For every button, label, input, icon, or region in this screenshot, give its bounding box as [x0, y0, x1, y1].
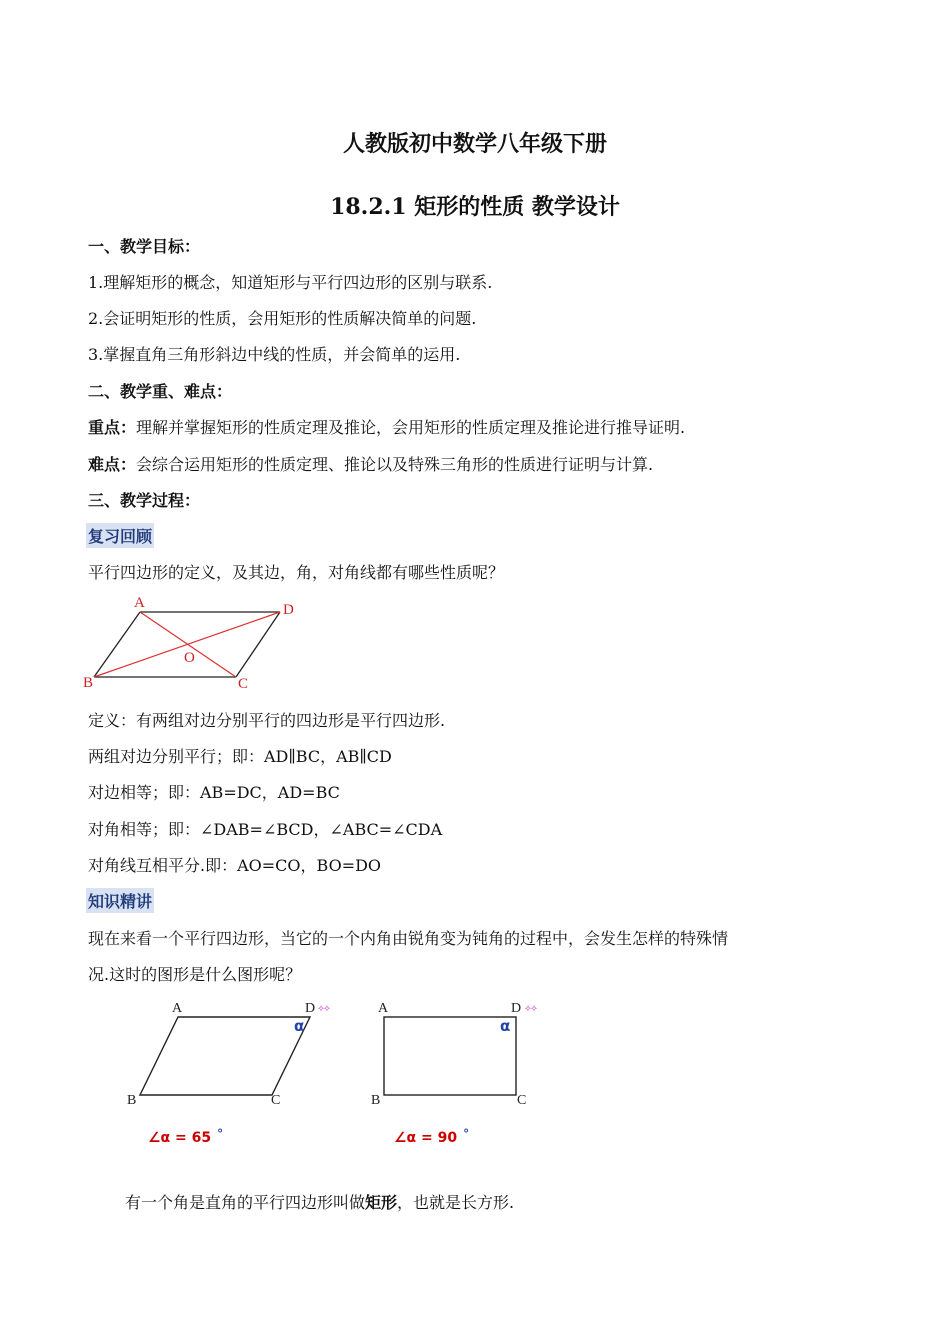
property-angles: 对角相等；即：∠DAB=∠BCD，∠ABC=∠CDA: [88, 820, 443, 839]
angle-caption-65: [148, 1127, 224, 1146]
review-tag: 复习回顾: [86, 523, 154, 548]
edge-ab: [94, 612, 140, 677]
angle-caption-65-text: ∠α = 65: [148, 1130, 212, 1146]
svg-text:B: B: [127, 1093, 137, 1108]
knowledge-text-1: 现在来看一个平行四边形，当它的一个内角由锐角变为钝角的过程中，会发生怎样的特殊情: [88, 929, 729, 948]
key-point-label: 重点：: [88, 418, 137, 437]
property-diagonals: 对角线互相平分.即：AO=CO，BO=DO: [88, 856, 382, 875]
review-question: 平行四边形的定义，及其边，角，对角线都有哪些性质呢？: [88, 563, 505, 582]
parallelogram-shape: [140, 1017, 310, 1095]
section-heading-keypoints: 二、教学重、难点：: [88, 382, 233, 401]
rectangle-90-figure: [366, 996, 566, 1112]
drag-handle-icon: ⟡⟡: [525, 1004, 537, 1014]
section-heading-goals: 一、教学目标：: [88, 237, 201, 256]
alpha-label-2: α: [500, 1017, 511, 1035]
document-title: 人教版初中数学八年级下册: [342, 131, 607, 157]
label-d: D: [283, 602, 294, 618]
goal-item-1: 1.理解矩形的概念，知道矩形与平行四边形的区别与联系.: [88, 273, 493, 292]
degree-symbol-90: °: [463, 1127, 470, 1141]
label-c: C: [238, 676, 249, 692]
degree-symbol-65: °: [217, 1127, 224, 1141]
label-a: A: [134, 595, 145, 611]
goal-item-3: 3.掌握直角三角形斜边中线的性质，并会简单的运用.: [88, 345, 461, 364]
angle-caption-90-text: ∠α = 90: [394, 1130, 458, 1146]
parallelogram-65-figure: [122, 996, 342, 1112]
knowledge-tag: 知识精讲: [86, 888, 154, 913]
key-point-text: 理解并掌握矩形的性质定理及推论，会用矩形的性质定理及推论进行推导证明.: [136, 418, 686, 437]
hard-point-label: 难点：: [88, 455, 137, 474]
svg-text:D: D: [511, 1001, 522, 1016]
conclusion-term: 矩形: [365, 1193, 398, 1212]
diagonal-bd: [94, 612, 280, 677]
svg-text:C: C: [517, 1093, 527, 1108]
conclusion-pre: 有一个角是直角的平行四边形叫做: [125, 1193, 366, 1212]
knowledge-text-2: 况.这时的图形是什么图形呢？: [88, 965, 302, 984]
edge-dc: [236, 612, 280, 677]
conclusion-text: [125, 1190, 514, 1213]
key-point: [88, 415, 685, 438]
svg-text:C: C: [271, 1093, 281, 1108]
property-parallel: 两组对边分别平行；即：AD∥BC，AB∥CD: [88, 747, 392, 766]
angle-caption-90: [394, 1127, 470, 1146]
parallelogram-figure: [80, 592, 310, 694]
svg-text:D: D: [305, 1001, 316, 1016]
svg-text:A: A: [378, 1001, 389, 1016]
label-b: B: [83, 675, 94, 691]
goal-item-2: 2.会证明矩形的性质，会用矩形的性质解决简单的问题.: [88, 309, 477, 328]
document-subtitle: 18.2.1 矩形的性质 教学设计: [330, 194, 620, 220]
alpha-label-1: α: [294, 1017, 305, 1035]
svg-text:A: A: [172, 1001, 183, 1016]
rectangle-shape: [384, 1017, 516, 1095]
svg-text:B: B: [371, 1093, 381, 1108]
hard-point: [88, 452, 653, 475]
drag-handle-icon: ⟡⟡: [318, 1004, 330, 1014]
conclusion-post: ，也就是长方形.: [397, 1193, 515, 1212]
definition-text: 定义：有两组对边分别平行的四边形是平行四边形.: [88, 711, 446, 730]
label-o: O: [184, 650, 195, 666]
property-sides: 对边相等；即：AB=DC，AD=BC: [88, 783, 340, 802]
hard-point-text: 会综合运用矩形的性质定理、推论以及特殊三角形的性质进行证明与计算.: [136, 455, 654, 474]
section-heading-process: 三、教学过程：: [88, 491, 201, 510]
